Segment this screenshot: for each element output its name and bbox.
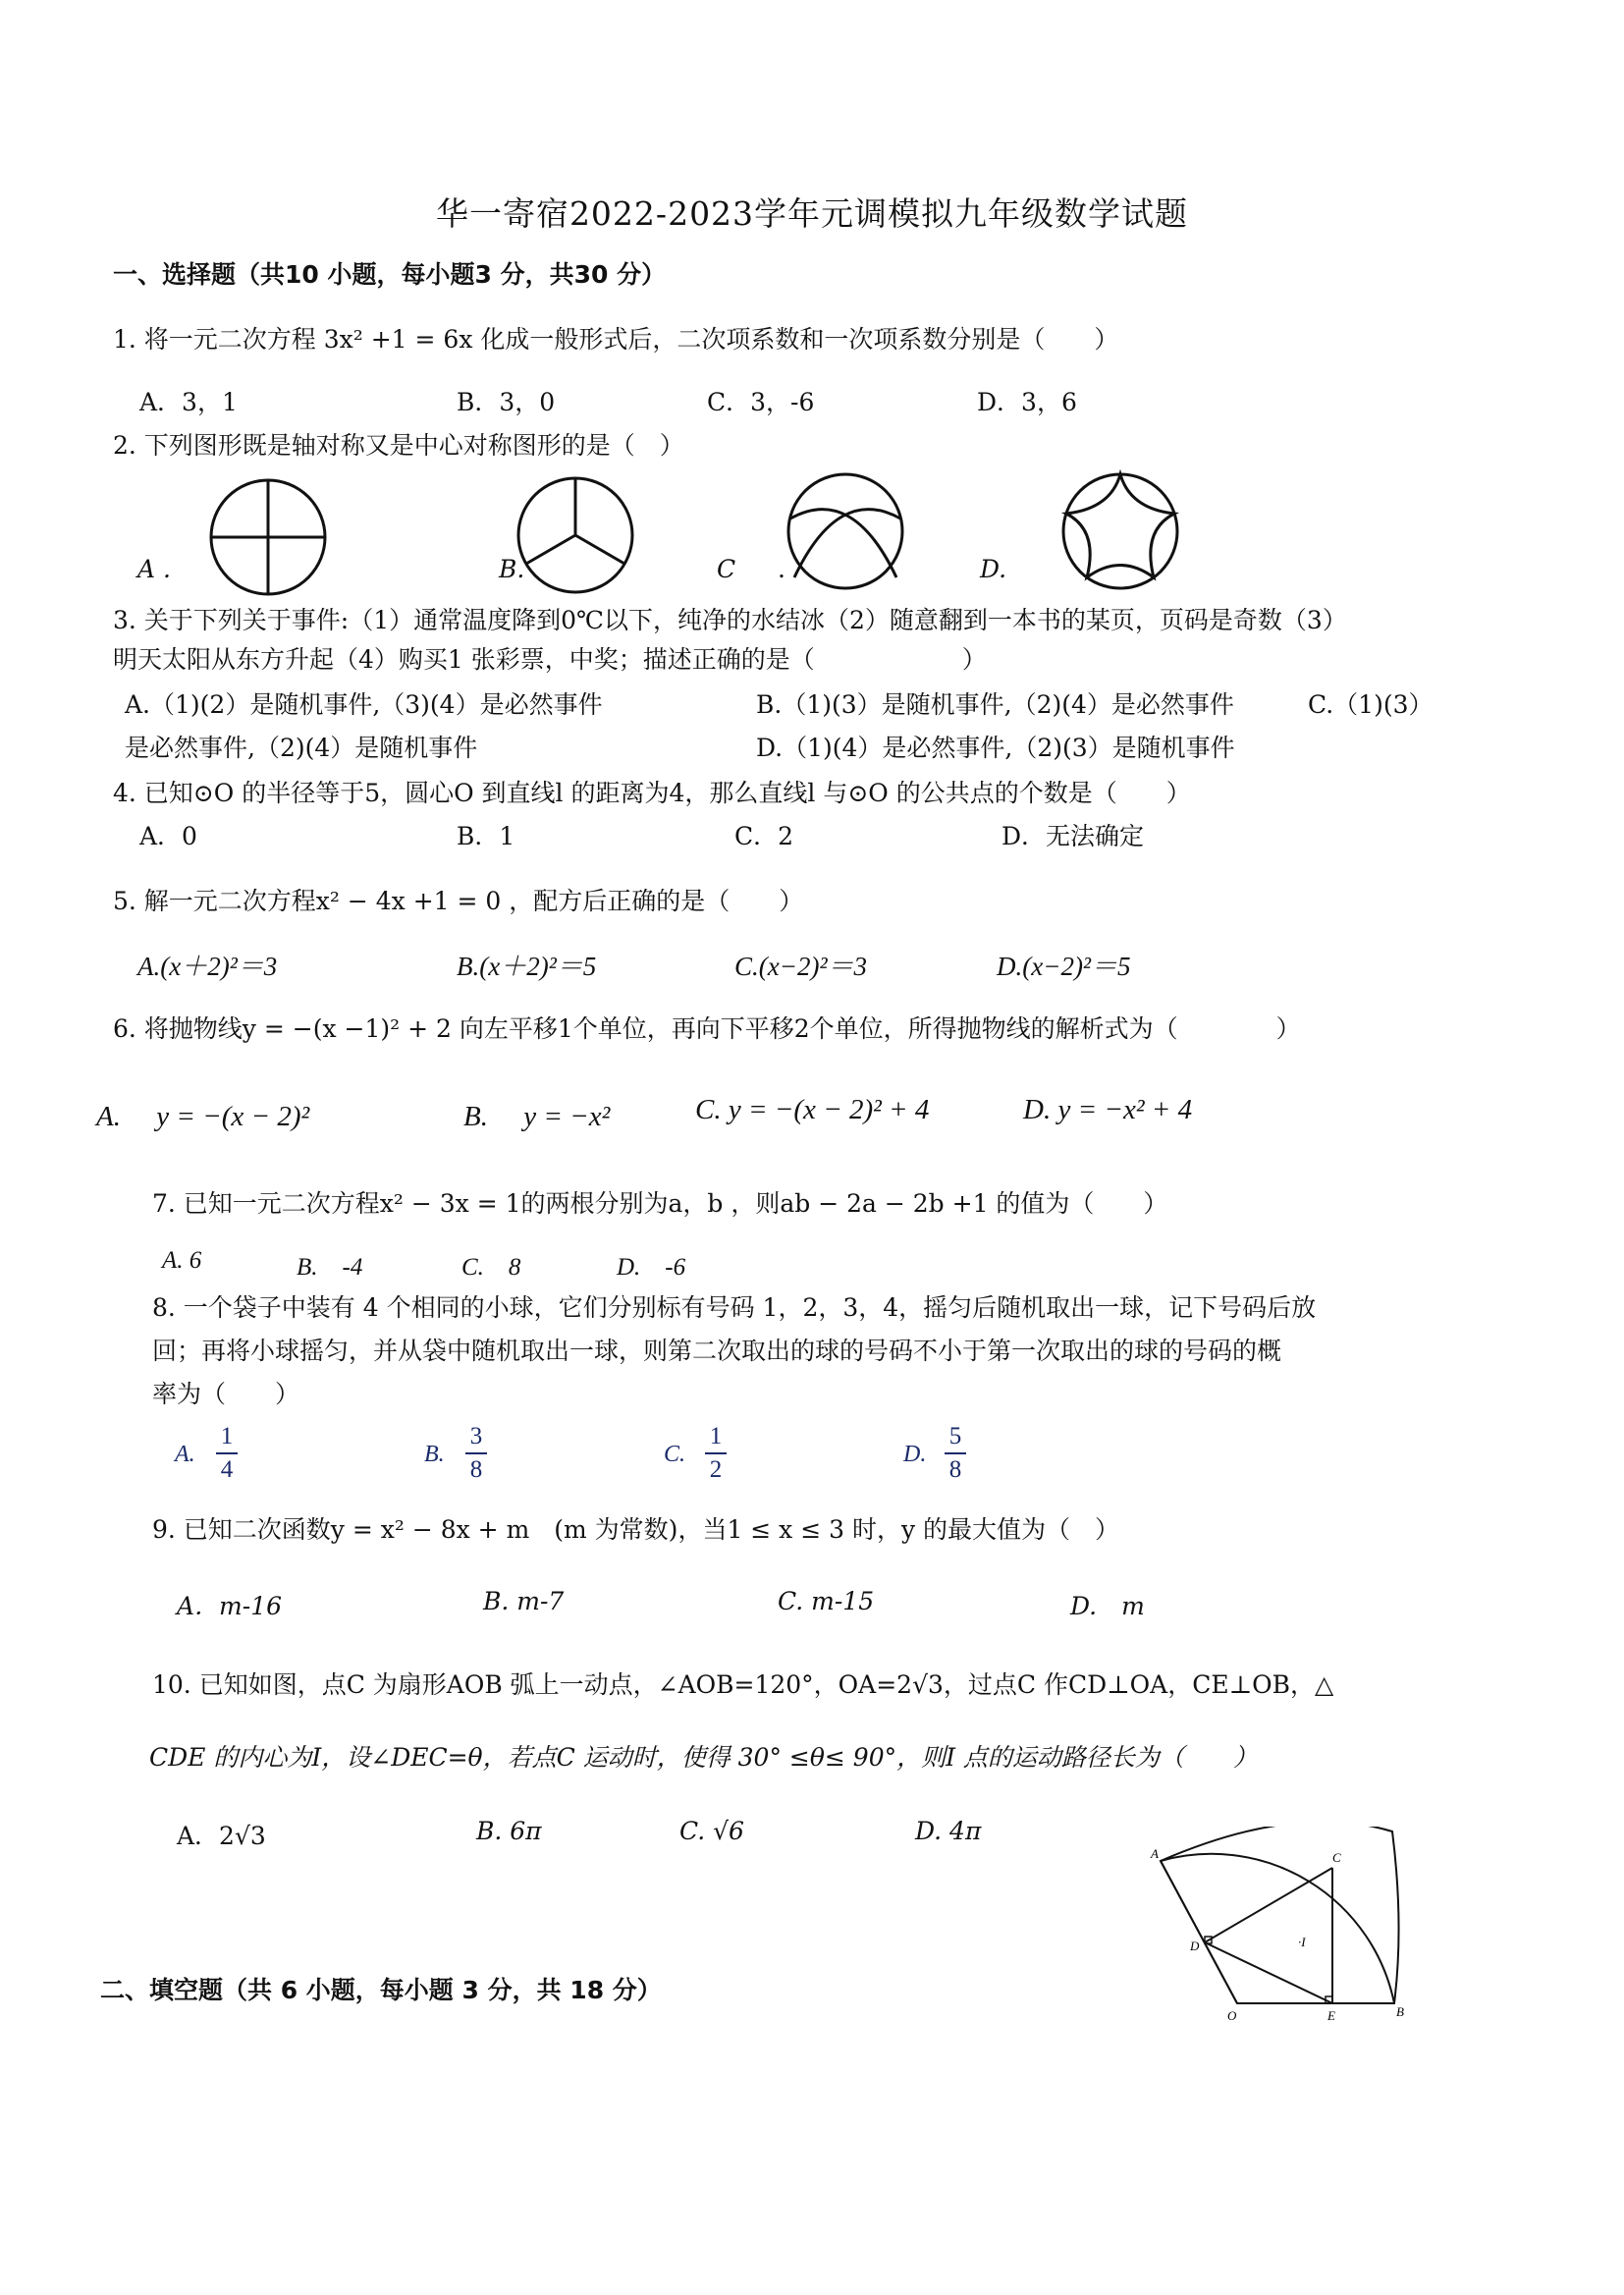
q3-option-c-start: C.（1)(3） (1308, 690, 1434, 719)
q7-option-d: D. -6 (617, 1254, 686, 1281)
q1-option-b: B．3，0 (457, 388, 556, 416)
q6-option-d: D. y = −x² + 4 (1023, 1094, 1193, 1125)
q10-figure-label-a: A (1151, 1846, 1159, 1861)
q2-label-a: A . (137, 555, 171, 583)
q9-option-c: C. m-15 (778, 1587, 875, 1615)
question-9-stem: 9. 已知二次函数y = x² − 8x + m (m 为常数)，当1 ≤ x ≤ 3 时，y 的最大值为（ ） (152, 1515, 1120, 1544)
q3-option-c-end: 是必然事件,（2)(4）是随机事件 (125, 734, 478, 762)
q6-option-b: B. y = −x² (463, 1101, 611, 1132)
q10-option-c: C. √6 (679, 1817, 744, 1845)
q2-label-d: D. (980, 555, 1007, 583)
q8-option-d-fraction (945, 1422, 966, 1485)
q7-option-b: B. -4 (297, 1254, 363, 1281)
q10-figure-sector (1139, 1827, 1424, 2023)
question-5-stem: 5. 解一元二次方程x² − 4x +1 = 0 ，配方后正确的是（ ） (113, 887, 804, 915)
q5-option-b: B.(x＋2)²＝5 (457, 952, 597, 981)
q2-figure-d-circle-star (1058, 469, 1182, 593)
section-2-heading: 二、填空题（共 6 小题，每小题 3 分，共 18 分） (100, 1976, 662, 2004)
q8-option-b-label: B. (424, 1442, 445, 1467)
q2-label-b: B. (499, 555, 525, 583)
q10-figure-label-d: D (1190, 1939, 1200, 1953)
q1-option-a: A．3，1 (139, 388, 238, 416)
q8-option-a-denominator: 4 (220, 1456, 234, 1483)
q8-option-c-fraction (705, 1422, 727, 1485)
q10-figure-label-i: ·I (1298, 1935, 1306, 1949)
question-8-line-3: 率为（ ） (152, 1380, 300, 1408)
q8-option-a-fraction (216, 1422, 238, 1485)
question-3-line-1: 3. 关于下列关于事件:（1）通常温度降到0℃以下，纯净的水结冰（2）随意翻到一本书的某页，页码是奇数（3） (113, 606, 1347, 634)
q10-figure-label-e: E (1327, 2008, 1335, 2023)
q8-option-a-label: A. (175, 1442, 195, 1467)
q6-option-a: A. y = −(x − 2)² (96, 1101, 310, 1132)
section-1-heading: 一、选择题（共10 小题，每小题3 分，共30 分） (113, 260, 667, 289)
question-10-line-2: CDE 的内心为I，设∠DEC=θ，若点C 运动时，使得 30° ≤θ≤ 90°，则I 点的运动路径长为（ ） (149, 1743, 1258, 1772)
q3-option-d: D.（1)(4）是必然事件,（2)(3）是随机事件 (756, 734, 1235, 762)
q2-figure-a-circle-cross (206, 475, 330, 599)
q4-option-d: D．无法确定 (1001, 822, 1145, 850)
q10-option-d: D. 4π (915, 1817, 982, 1845)
q7-option-a: A. 6 (162, 1247, 202, 1274)
question-3-line-2: 明天太阳从东方升起（4）购买1 张彩票，中奖；描述正确的是（ ） (113, 645, 987, 674)
q5-option-d: D.(x−2)²＝5 (997, 952, 1131, 981)
question-4-stem: 4. 已知⊙O 的半径等于5，圆心O 到直线l 的距离为4，那么直线l 与⊙O 的公共点的个数是（ ） (113, 779, 1191, 807)
q8-option-d-label: D. (903, 1442, 927, 1467)
q8-option-b-denominator: 8 (469, 1456, 483, 1483)
q10-figure-label-b: B (1396, 2004, 1404, 2019)
q4-option-a: A．0 (139, 822, 197, 850)
q5-option-a: A.(x＋2)²＝3 (137, 952, 278, 981)
q10-figure-label-c: C (1332, 1850, 1341, 1865)
question-7-stem: 7. 已知一元二次方程x² − 3x = 1的两根分别为a，b ，则ab − 2a − 2b +1 的值为（ ） (152, 1189, 1168, 1218)
q8-option-c-numerator: 1 (709, 1423, 723, 1449)
q8-option-a-numerator: 1 (220, 1423, 234, 1449)
q1-option-d: D．3，6 (977, 388, 1077, 416)
question-1-stem: 1. 将一元二次方程 3x² +1 = 6x 化成一般形式后，二次项系数和一次项系数分别是（ ） (113, 325, 1119, 354)
q6-option-c: C. y = −(x − 2)² + 4 (695, 1094, 930, 1125)
question-8-line-1: 8. 一个袋子中装有 4 个相同的小球，它们分别标有号码 1，2，3，4，摇匀后随机取出一球，记下号码后放 (152, 1293, 1317, 1322)
q8-option-c-label: C. (664, 1442, 686, 1467)
q2-label-c: C (717, 555, 736, 583)
q8-option-d-numerator: 5 (948, 1423, 962, 1449)
q8-option-b-fraction (465, 1422, 487, 1485)
q10-option-a: A．2√3 (177, 1822, 266, 1850)
page-title: 华一寄宿2022-2023学年元调模拟九年级数学试题 (435, 194, 1189, 233)
q5-option-c: C.(x−2)²＝3 (734, 952, 868, 981)
q7-option-c: C. 8 (461, 1254, 521, 1281)
q3-option-b: B.（1)(3）是随机事件,（2)(4）是必然事件 (756, 690, 1234, 719)
q1-option-c: C．3，-6 (707, 388, 815, 416)
question-6-stem: 6. 将抛物线y = −(x −1)² + 2 向左平移1个单位，再向下平移2个单位，所得抛物线的解析式为（ ） (113, 1014, 1301, 1043)
q9-option-d: D. m (1070, 1592, 1145, 1620)
q9-option-a: A．m-16 (177, 1592, 283, 1620)
q2-figure-b-circle-three-spokes (514, 473, 637, 597)
q2-figure-c-circle-arcs (784, 469, 907, 593)
q10-figure-label-o: O (1227, 2008, 1237, 2023)
question-10-line-1: 10. 已知如图，点C 为扇形AOB 弧上一动点，∠AOB=120°，OA=2√3，过点C 作CD⊥OA，CE⊥OB，△ (152, 1670, 1334, 1699)
q4-option-b: B．1 (457, 822, 515, 850)
q8-option-d-denominator: 8 (948, 1456, 962, 1483)
q3-option-a: A.（1)(2）是随机事件,（3)(4）是必然事件 (125, 690, 603, 719)
q8-option-b-numerator: 3 (469, 1423, 483, 1449)
q8-option-c-denominator: 2 (709, 1456, 723, 1483)
question-8-line-2: 回；再将小球摇匀，并从袋中随机取出一球，则第二次取出的球的号码不小于第一次取出的球的号码的概 (152, 1337, 1282, 1365)
q9-option-b: B. m-7 (483, 1587, 565, 1615)
q4-option-c: C．2 (734, 822, 794, 850)
question-2-stem: 2. 下列图形既是轴对称又是中心对称图形的是（ ） (113, 431, 684, 460)
q2-label-c-dot: . (778, 555, 785, 583)
q10-option-b: B. 6π (476, 1817, 542, 1845)
